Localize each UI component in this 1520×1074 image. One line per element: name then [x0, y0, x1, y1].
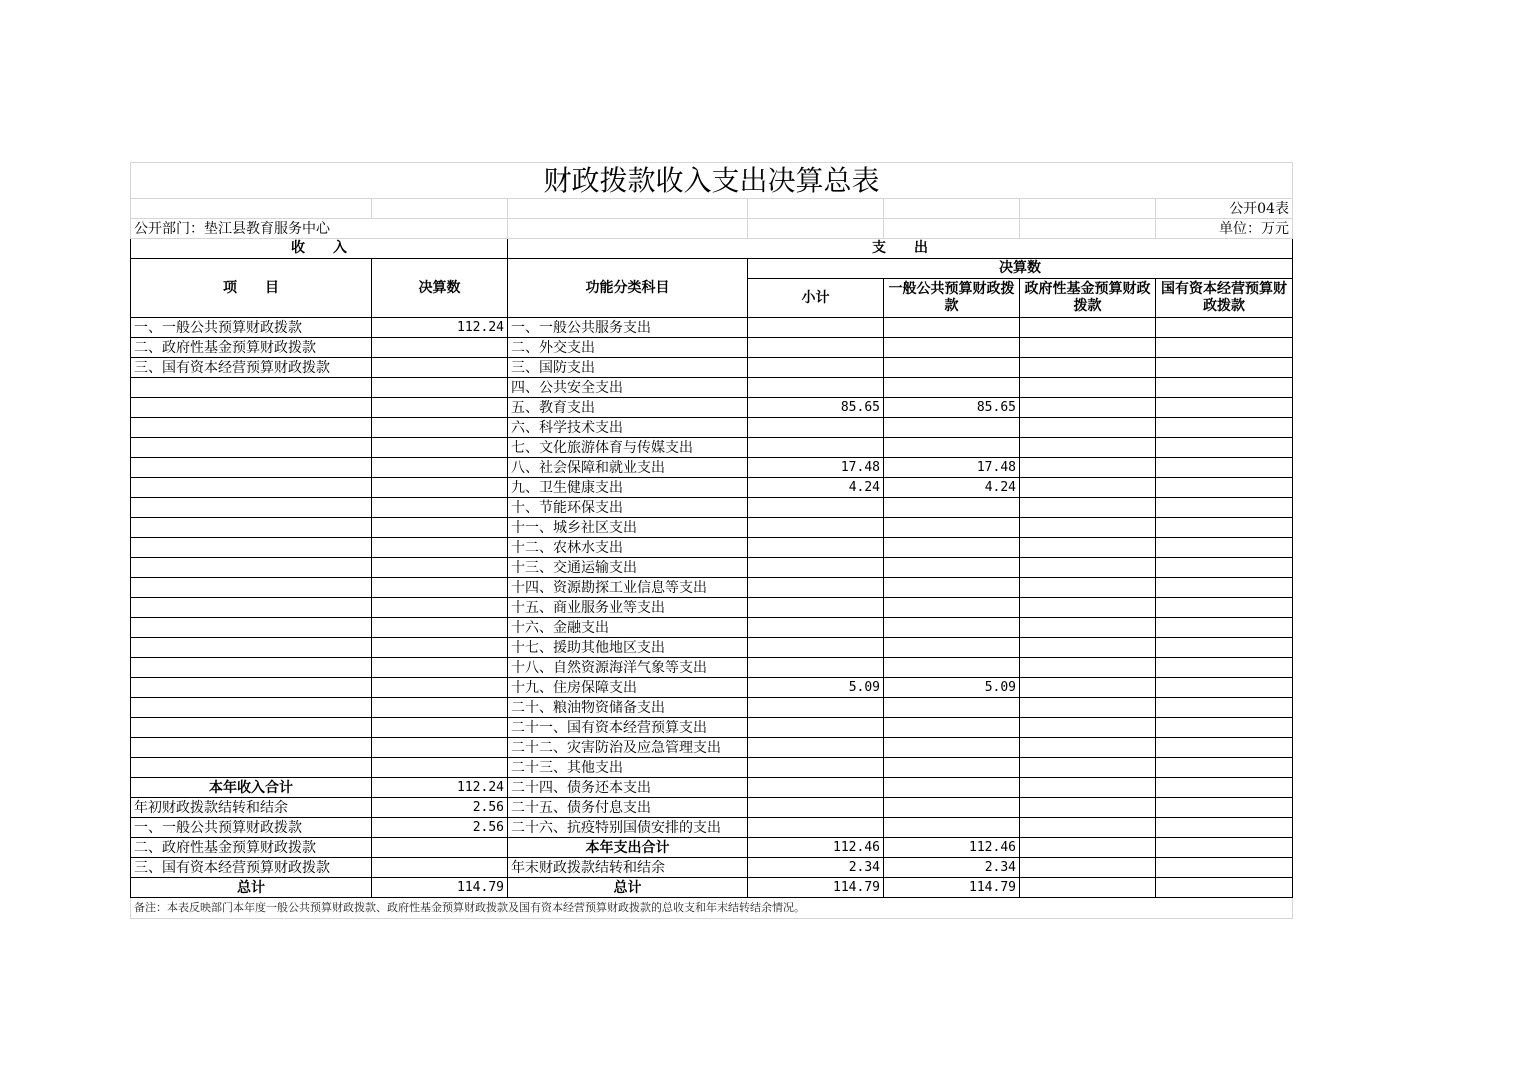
table-row — [131, 738, 1293, 758]
income-amount: 112.24 — [372, 778, 508, 798]
general-budget-value — [884, 438, 1020, 458]
income-amount — [372, 518, 508, 538]
income-amount — [372, 618, 508, 638]
general-budget-value — [884, 378, 1020, 398]
table-row — [131, 878, 1293, 898]
soe-value — [1156, 718, 1293, 738]
expense-item: 四、公共安全支出 — [508, 378, 748, 398]
gov-fund-value — [1020, 598, 1156, 618]
subtotal-value — [748, 538, 884, 558]
expense-item: 二十五、债务付息支出 — [508, 798, 748, 818]
soe-value — [1156, 678, 1293, 698]
subtotal-value: 112.46 — [748, 838, 884, 858]
table-row — [131, 658, 1293, 678]
income-amount — [372, 478, 508, 498]
soe-value — [1156, 538, 1293, 558]
subtotal-value — [748, 338, 884, 358]
income-amount — [372, 658, 508, 678]
expense-item: 十、节能环保支出 — [508, 498, 748, 518]
gov-fund-value — [1020, 798, 1156, 818]
table-title: 财政拨款收入支出决算总表 — [131, 163, 1293, 199]
expense-item: 本年支出合计 — [508, 838, 748, 858]
income-item: 年初财政拨款结转和结余 — [131, 798, 372, 818]
subtotal-value: 85.65 — [748, 398, 884, 418]
income-amount — [372, 558, 508, 578]
soe-value — [1156, 878, 1293, 898]
expense-item: 六、科学技术支出 — [508, 418, 748, 438]
table-row — [131, 458, 1293, 478]
table-row — [131, 358, 1293, 378]
income-amount — [372, 498, 508, 518]
income-amount — [372, 398, 508, 418]
soe-value — [1156, 498, 1293, 518]
income-item: 一、一般公共预算财政拨款 — [131, 818, 372, 838]
income-item — [131, 598, 372, 618]
income-item — [131, 658, 372, 678]
subtotal-value: 2.34 — [748, 858, 884, 878]
general-budget-value — [884, 498, 1020, 518]
table-row — [131, 638, 1293, 658]
general-budget-value — [884, 318, 1020, 338]
income-item: 二、政府性基金预算财政拨款 — [131, 838, 372, 858]
expense-item: 十四、资源勘探工业信息等支出 — [508, 578, 748, 598]
subtotal-value — [748, 778, 884, 798]
income-item: 三、国有资本经营预算财政拨款 — [131, 358, 372, 378]
soe-value — [1156, 458, 1293, 478]
table-row — [131, 778, 1293, 798]
gov-fund-value — [1020, 738, 1156, 758]
income-item — [131, 698, 372, 718]
gov-fund-value — [1020, 778, 1156, 798]
income-amount — [372, 838, 508, 858]
subtotal-value — [748, 798, 884, 818]
general-budget-value — [884, 618, 1020, 638]
expense-item: 十八、自然资源海洋气象等支出 — [508, 658, 748, 678]
gov-fund-value — [1020, 538, 1156, 558]
gov-fund-value — [1020, 818, 1156, 838]
income-item — [131, 538, 372, 558]
income-amount — [372, 358, 508, 378]
expense-item: 年末财政拨款结转和结余 — [508, 858, 748, 878]
income-amount — [372, 418, 508, 438]
table-row — [131, 438, 1293, 458]
income-item — [131, 638, 372, 658]
subtotal-value: 4.24 — [748, 478, 884, 498]
gov-fund-value — [1020, 498, 1156, 518]
subtotal-value — [748, 698, 884, 718]
soe-value — [1156, 338, 1293, 358]
expense-item: 十七、援助其他地区支出 — [508, 638, 748, 658]
income-amount — [372, 858, 508, 878]
col-item: 项 目 — [131, 259, 372, 318]
soe-value — [1156, 318, 1293, 338]
income-item — [131, 618, 372, 638]
expense-item: 二、外交支出 — [508, 338, 748, 358]
subtotal-value — [748, 318, 884, 338]
expense-item: 二十二、灾害防治及应急管理支出 — [508, 738, 748, 758]
soe-value — [1156, 698, 1293, 718]
soe-value — [1156, 638, 1293, 658]
table-note: 备注：本表反映部门本年度一般公共预算财政拨款、政府性基金预算财政拨款及国有资本经营预算财政拨款的总收支和年末结转结余情况。 — [131, 898, 1293, 919]
soe-value — [1156, 438, 1293, 458]
soe-value — [1156, 838, 1293, 858]
subtotal-value — [748, 818, 884, 838]
general-budget-value: 85.65 — [884, 398, 1020, 418]
expense-item: 十五、商业服务业等支出 — [508, 598, 748, 618]
income-item: 三、国有资本经营预算财政拨款 — [131, 858, 372, 878]
general-budget-value: 2.34 — [884, 858, 1020, 878]
income-item: 总计 — [131, 878, 372, 898]
soe-value — [1156, 598, 1293, 618]
general-budget-value — [884, 358, 1020, 378]
income-item — [131, 758, 372, 778]
soe-value — [1156, 478, 1293, 498]
table-row — [131, 338, 1293, 358]
col-general: 一般公共预算财政拨款 — [884, 279, 1020, 318]
col-fund: 政府性基金预算财政拨款 — [1020, 279, 1156, 318]
income-item — [131, 558, 372, 578]
general-budget-value — [884, 418, 1020, 438]
gov-fund-value — [1020, 378, 1156, 398]
soe-value — [1156, 618, 1293, 638]
general-budget-value: 17.48 — [884, 458, 1020, 478]
soe-value — [1156, 798, 1293, 818]
income-amount — [372, 598, 508, 618]
subtotal-value — [748, 658, 884, 678]
subtotal-value: 114.79 — [748, 878, 884, 898]
expense-header: 支 出 — [508, 239, 1293, 259]
income-item: 本年收入合计 — [131, 778, 372, 798]
department-label: 公开部门：垫江县教育服务中心 — [131, 219, 508, 239]
table-row — [131, 478, 1293, 498]
income-header: 收 入 — [131, 239, 508, 259]
gov-fund-value — [1020, 338, 1156, 358]
subtotal-value — [748, 618, 884, 638]
expense-item: 二十一、国有资本经营预算支出 — [508, 718, 748, 738]
table-row — [131, 418, 1293, 438]
gov-fund-value — [1020, 518, 1156, 538]
general-budget-value: 5.09 — [884, 678, 1020, 698]
table-row — [131, 678, 1293, 698]
general-budget-value: 112.46 — [884, 838, 1020, 858]
expense-item: 七、文化旅游体育与传媒支出 — [508, 438, 748, 458]
income-amount — [372, 738, 508, 758]
soe-value — [1156, 358, 1293, 378]
gov-fund-value — [1020, 458, 1156, 478]
income-item — [131, 438, 372, 458]
subtotal-value — [748, 558, 884, 578]
gov-fund-value — [1020, 858, 1156, 878]
income-item — [131, 678, 372, 698]
income-amount — [372, 458, 508, 478]
appropriation-summary-table — [130, 162, 1293, 919]
income-item — [131, 458, 372, 478]
income-item — [131, 578, 372, 598]
income-amount: 2.56 — [372, 798, 508, 818]
income-amount — [372, 378, 508, 398]
income-item — [131, 378, 372, 398]
report-sheet — [130, 162, 1292, 919]
expense-item: 十二、农林水支出 — [508, 538, 748, 558]
income-item: 一、一般公共预算财政拨款 — [131, 318, 372, 338]
subtotal-value — [748, 598, 884, 618]
general-budget-value — [884, 558, 1020, 578]
income-amount: 114.79 — [372, 878, 508, 898]
table-row — [131, 318, 1293, 338]
income-amount — [372, 538, 508, 558]
expense-item: 总计 — [508, 878, 748, 898]
general-budget-value: 4.24 — [884, 478, 1020, 498]
general-budget-value: 114.79 — [884, 878, 1020, 898]
gov-fund-value — [1020, 878, 1156, 898]
general-budget-value — [884, 338, 1020, 358]
soe-value — [1156, 658, 1293, 678]
income-amount — [372, 578, 508, 598]
gov-fund-value — [1020, 658, 1156, 678]
subtotal-value — [748, 718, 884, 738]
table-row — [131, 818, 1293, 838]
general-budget-value — [884, 598, 1020, 618]
table-row — [131, 698, 1293, 718]
gov-fund-value — [1020, 838, 1156, 858]
general-budget-value — [884, 738, 1020, 758]
gov-fund-value — [1020, 358, 1156, 378]
table-row — [131, 398, 1293, 418]
income-amount — [372, 698, 508, 718]
soe-value — [1156, 518, 1293, 538]
expense-item: 十六、金融支出 — [508, 618, 748, 638]
unit-label: 单位：万元 — [1156, 219, 1293, 239]
gov-fund-value — [1020, 578, 1156, 598]
income-amount: 2.56 — [372, 818, 508, 838]
subtotal-value — [748, 418, 884, 438]
table-row — [131, 758, 1293, 778]
income-amount — [372, 338, 508, 358]
gov-fund-value — [1020, 318, 1156, 338]
table-row — [131, 798, 1293, 818]
subtotal-value — [748, 498, 884, 518]
general-budget-value — [884, 538, 1020, 558]
table-row — [131, 538, 1293, 558]
soe-value — [1156, 378, 1293, 398]
income-amount — [372, 638, 508, 658]
income-amount — [372, 718, 508, 738]
income-amount — [372, 438, 508, 458]
gov-fund-value — [1020, 618, 1156, 638]
subtotal-value — [748, 358, 884, 378]
col-soe: 国有资本经营预算财政拨款 — [1156, 279, 1293, 318]
expense-item: 二十四、债务还本支出 — [508, 778, 748, 798]
income-item — [131, 478, 372, 498]
table-row — [131, 858, 1293, 878]
gov-fund-value — [1020, 398, 1156, 418]
subtotal-value — [748, 378, 884, 398]
col-func: 功能分类科目 — [508, 259, 748, 318]
gov-fund-value — [1020, 418, 1156, 438]
income-item — [131, 398, 372, 418]
expense-item: 九、卫生健康支出 — [508, 478, 748, 498]
income-item — [131, 498, 372, 518]
subtotal-value: 17.48 — [748, 458, 884, 478]
gov-fund-value — [1020, 438, 1156, 458]
expense-item: 五、教育支出 — [508, 398, 748, 418]
income-item — [131, 738, 372, 758]
income-amount: 112.24 — [372, 318, 508, 338]
general-budget-value — [884, 718, 1020, 738]
income-amount — [372, 678, 508, 698]
soe-value — [1156, 778, 1293, 798]
expense-item: 十三、交通运输支出 — [508, 558, 748, 578]
table-row — [131, 718, 1293, 738]
subtotal-value — [748, 758, 884, 778]
general-budget-value — [884, 638, 1020, 658]
soe-value — [1156, 558, 1293, 578]
expense-item: 二十六、抗疫特别国债安排的支出 — [508, 818, 748, 838]
general-budget-value — [884, 658, 1020, 678]
general-budget-value — [884, 818, 1020, 838]
expense-item: 一、一般公共服务支出 — [508, 318, 748, 338]
col-amount: 决算数 — [372, 259, 508, 318]
expense-item: 十九、住房保障支出 — [508, 678, 748, 698]
soe-value — [1156, 858, 1293, 878]
general-budget-value — [884, 518, 1020, 538]
subtotal-value — [748, 518, 884, 538]
col-subtotal: 小计 — [748, 279, 884, 318]
soe-value — [1156, 738, 1293, 758]
subtotal-value — [748, 438, 884, 458]
general-budget-value — [884, 578, 1020, 598]
subtotal-value — [748, 578, 884, 598]
general-budget-value — [884, 698, 1020, 718]
soe-value — [1156, 398, 1293, 418]
table-row — [131, 838, 1293, 858]
income-item: 二、政府性基金预算财政拨款 — [131, 338, 372, 358]
gov-fund-value — [1020, 718, 1156, 738]
expense-item: 三、国防支出 — [508, 358, 748, 378]
gov-fund-value — [1020, 758, 1156, 778]
gov-fund-value — [1020, 678, 1156, 698]
income-item — [131, 718, 372, 738]
subtotal-value — [748, 738, 884, 758]
expense-item: 八、社会保障和就业支出 — [508, 458, 748, 478]
general-budget-value — [884, 758, 1020, 778]
expense-item: 二十三、其他支出 — [508, 758, 748, 778]
table-row — [131, 498, 1293, 518]
subtotal-value: 5.09 — [748, 678, 884, 698]
soe-value — [1156, 818, 1293, 838]
general-budget-value — [884, 778, 1020, 798]
col-final-group: 决算数 — [748, 259, 1293, 279]
soe-value — [1156, 758, 1293, 778]
subtotal-value — [748, 638, 884, 658]
gov-fund-value — [1020, 638, 1156, 658]
gov-fund-value — [1020, 558, 1156, 578]
table-row — [131, 598, 1293, 618]
soe-value — [1156, 418, 1293, 438]
income-item — [131, 518, 372, 538]
expense-item: 二十、粮油物资储备支出 — [508, 698, 748, 718]
table-row — [131, 578, 1293, 598]
table-row — [131, 558, 1293, 578]
expense-item: 十一、城乡社区支出 — [508, 518, 748, 538]
income-item — [131, 418, 372, 438]
table-row — [131, 518, 1293, 538]
soe-value — [1156, 578, 1293, 598]
form-code: 公开04表 — [1156, 199, 1293, 219]
table-row — [131, 378, 1293, 398]
table-row — [131, 618, 1293, 638]
gov-fund-value — [1020, 478, 1156, 498]
general-budget-value — [884, 798, 1020, 818]
gov-fund-value — [1020, 698, 1156, 718]
income-amount — [372, 758, 508, 778]
